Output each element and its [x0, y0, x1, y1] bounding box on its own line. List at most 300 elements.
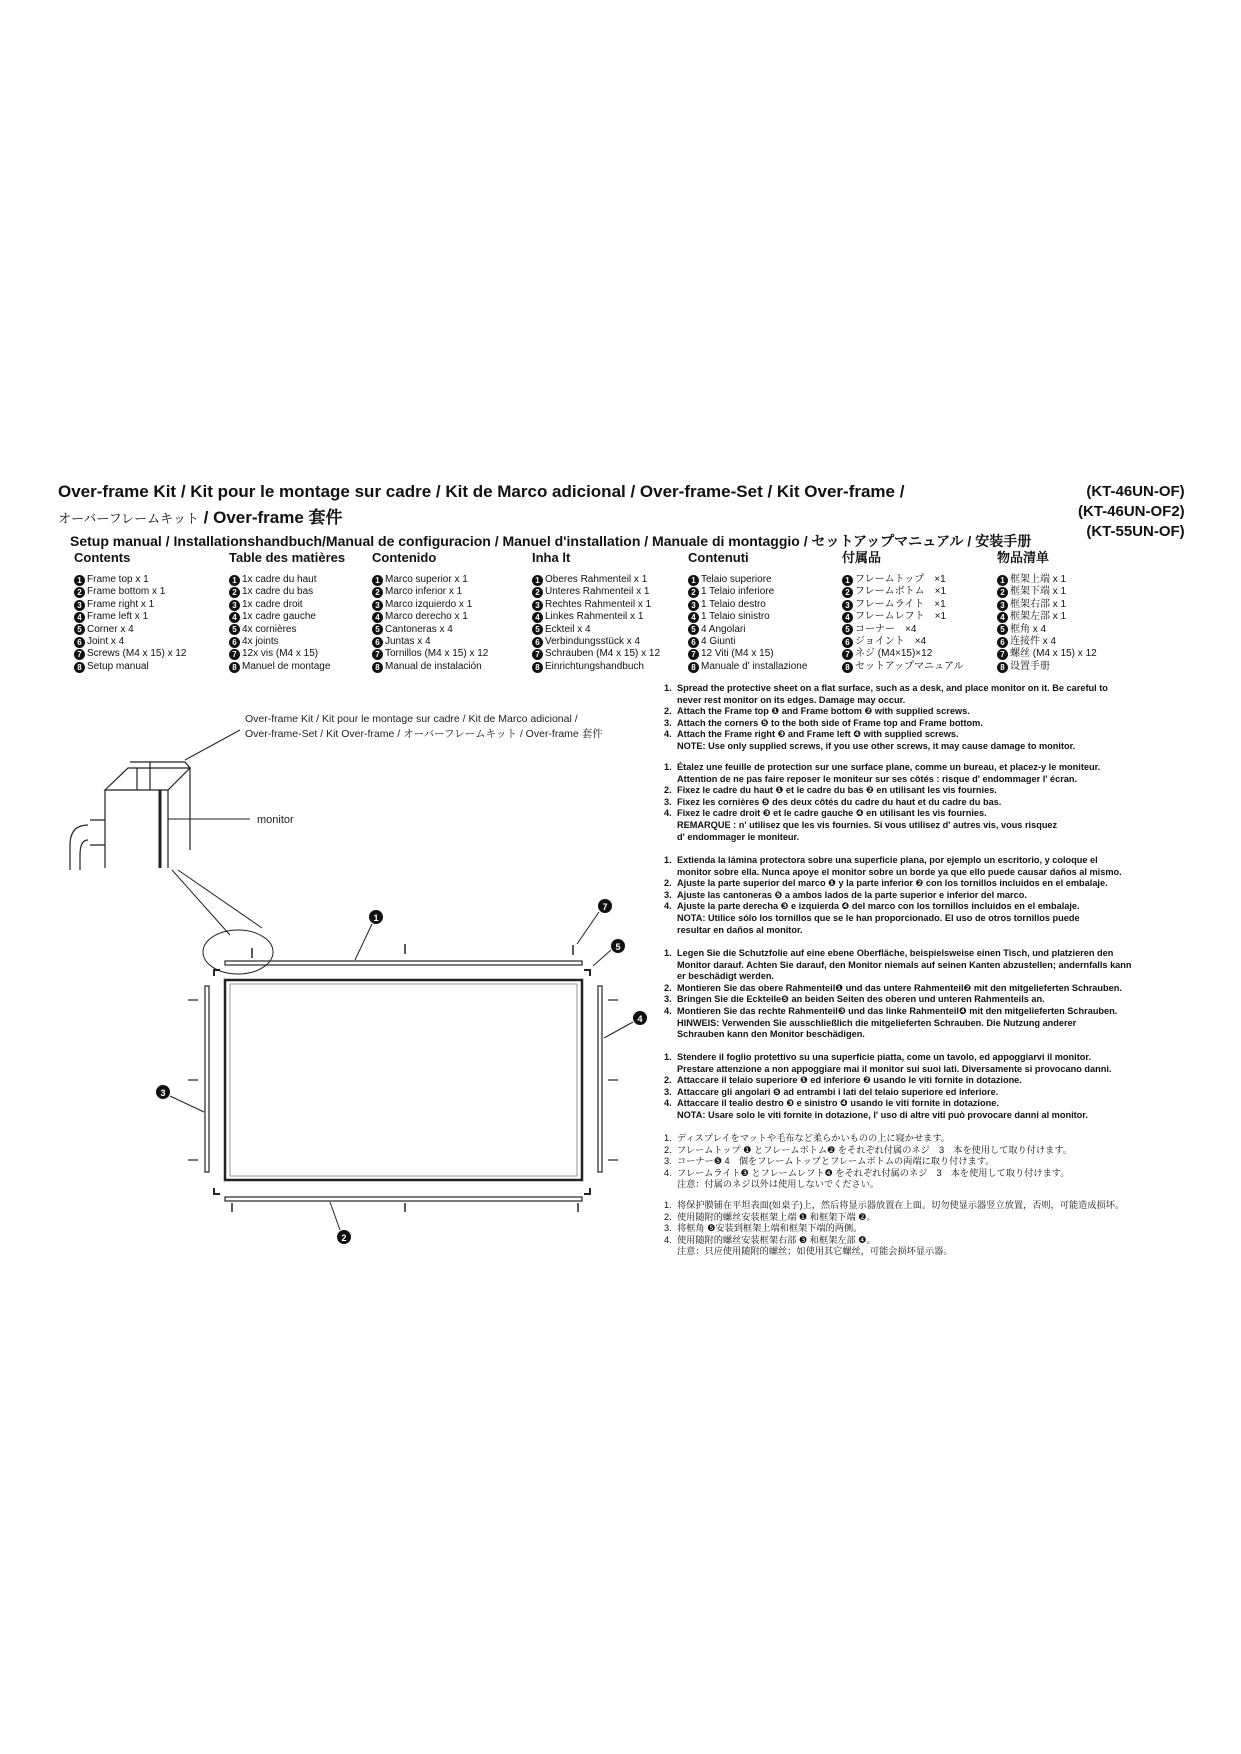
step-number: 4. [664, 1234, 672, 1245]
step-number: 2. [664, 785, 672, 796]
instruction-line [664, 890, 1204, 902]
step-number: 1. [664, 1200, 672, 1210]
item-number-icon: 2 [229, 587, 240, 598]
corners [214, 970, 590, 1194]
contents-item [74, 599, 186, 611]
title-product: / Over-frame 套件 [198, 508, 343, 527]
contents-item [532, 586, 660, 598]
step-number: 3. [664, 889, 672, 900]
monitor-panel [225, 980, 582, 1180]
instruction-text: Attaccare il telaio superiore ❶ ed inferiore ❷ usando le viti fornite in dotazione. [677, 1075, 1022, 1086]
item-number-icon: 6 [842, 637, 853, 648]
instruction-text: Legen Sie die Schutzfolie auf eine ebene Oberfläche, beispielsweise einen Tisch, und platzieren den [677, 948, 1114, 958]
item-number-icon: 2 [532, 587, 543, 598]
item-number-icon: 8 [688, 662, 699, 673]
svg-text:7: 7 [602, 902, 608, 912]
instruction-text: NOTA: Usare solo le viti fornite in dotazione, l' uso di altre viti può provocare danni al monitor. [677, 1109, 1088, 1120]
contents-item [688, 611, 807, 623]
step-number: 3. [664, 796, 672, 807]
instruction-text: Attaccare gli angolari ❺ ad entrambi i lati del telaio superiore ed inferiore. [677, 1086, 999, 1097]
instruction-line [664, 960, 1204, 972]
instruction-line [664, 1075, 1204, 1087]
item-number-icon: 5 [688, 624, 699, 635]
contents-item [842, 636, 964, 648]
contents-item-label: 1x cadre droit [242, 598, 303, 610]
item-number-icon: 1 [74, 575, 85, 586]
step-number: 4. [664, 901, 672, 912]
item-number-icon: 5 [74, 624, 85, 635]
contents-item [842, 661, 964, 673]
instruction-line [664, 855, 1204, 867]
item-number-icon: 5 [997, 624, 1008, 635]
instruction-text: NOTE: Use only supplied screws, if you use other screws, it may cause damage to monitor. [677, 740, 1076, 751]
instruction-line [664, 741, 1204, 753]
step-number: 2. [664, 878, 672, 889]
contents-item [997, 648, 1097, 660]
instruction-line [664, 913, 1204, 925]
contents-item [372, 624, 488, 636]
contents-item [229, 574, 345, 586]
contents-item-label: Linkes Rahmenteil x 1 [545, 611, 644, 623]
contents-item [229, 611, 345, 623]
instruction-line [664, 983, 1204, 995]
step-number: 2. [664, 706, 672, 717]
label-3 [156, 1085, 204, 1112]
contents-item-label: 12x vis (M4 x 15) [242, 648, 319, 660]
model-1: (KT-46UN-OF) [1086, 483, 1185, 500]
instruction-line [664, 820, 1204, 832]
item-number-icon: 4 [688, 612, 699, 623]
contents-item-label: Oberes Rahmenteil x 1 [545, 574, 648, 585]
contents-item-label: Rechtes Rahmenteil x 1 [545, 598, 652, 610]
contents-item [74, 611, 186, 623]
instruction-text: Schrauben kann den Monitor beschädigen. [677, 1029, 865, 1040]
contents-item-label: Einrichtungshandbuch [545, 660, 644, 672]
frame-top [225, 944, 582, 965]
step-number: 4. [664, 808, 672, 819]
instructions-it [664, 1052, 1204, 1122]
contents-item [229, 648, 345, 660]
label-1 [355, 910, 383, 960]
instruction-line [664, 1145, 1204, 1157]
contents-heading: Contents [74, 550, 131, 565]
contents-item-label: Joint x 4 [87, 636, 125, 648]
contents-item [372, 574, 488, 586]
item-number-icon: 4 [74, 612, 85, 623]
contents-item [229, 599, 345, 611]
contents-column-en [74, 552, 186, 673]
step-number: 1. [664, 1133, 672, 1143]
contents-item [74, 586, 186, 598]
item-number-icon: 2 [74, 587, 85, 598]
item-number-icon: 4 [229, 612, 240, 623]
item-number-icon: 6 [74, 637, 85, 648]
instruction-text: Attention de ne pas faire reposer le moniteur sur ses côtés : risque d' endommager l' écran. [677, 773, 1078, 784]
item-number-icon: 2 [372, 587, 383, 598]
instruction-line [664, 1179, 1204, 1191]
instruction-text: Extienda la lámina protectora sobre una superficie plana, por ejemplo un escritorio, y coloque el [677, 855, 1098, 865]
item-number-icon: 3 [532, 600, 543, 611]
item-number-icon: 6 [688, 637, 699, 648]
contents-item [532, 636, 660, 648]
item-number-icon: 8 [372, 662, 383, 673]
item-number-icon: 4 [997, 612, 1008, 623]
contents-item [688, 624, 807, 636]
contents-item [74, 574, 186, 586]
step-number: 3. [664, 994, 672, 1005]
instruction-text: 使用随附的螺丝安装框架右部 ❸ 和框架左部 ❹。 [677, 1234, 876, 1245]
contents-item-label: Frame right x 1 [87, 598, 155, 610]
contents-item-label: Setup manual [87, 660, 149, 672]
contents-item-label: 4 Giunti [701, 636, 736, 648]
instruction-text: Fixez les cornières ❺ des deux côtés du cadre du haut et du cadre du bas. [677, 796, 1002, 807]
item-number-icon: 1 [842, 575, 853, 586]
item-number-icon: 8 [229, 662, 240, 673]
contents-item [372, 599, 488, 611]
contents-item-label: 12 Viti (M4 x 15) [701, 648, 774, 660]
label-5 [593, 939, 625, 966]
item-number-icon: 7 [688, 649, 699, 660]
step-number: 3. [664, 1086, 672, 1097]
instruction-text: フレームライト❸ とフレームレフト❹ をそれぞれ付属のネジ 3 本を使用して取り付けます。 [677, 1167, 1070, 1178]
contents-item-label: Juntas x 4 [385, 636, 431, 648]
contents-item-label: Manuale d' installazione [701, 660, 808, 672]
contents-item [688, 599, 807, 611]
contents-item [997, 599, 1097, 611]
instruction-line [664, 994, 1204, 1006]
instruction-line [664, 1052, 1204, 1064]
contents-item-label: 连接件 x 4 [1010, 636, 1057, 648]
instruction-line [664, 1087, 1204, 1099]
contents-item-label: フレームレフト ×1 [855, 611, 947, 623]
item-number-icon: 6 [997, 637, 1008, 648]
instruction-text: Attaccare il tealio destro ❸ e sinistro ❹ usando le viti fornite in dotazione. [677, 1098, 999, 1109]
instruction-text: Stendere il foglio protettivo su una superficie piatta, come un tavolo, ed appoggiarvi il monitor. [677, 1052, 1092, 1062]
contents-item-label: Telaio superiore [701, 574, 772, 585]
item-number-icon: 8 [532, 662, 543, 673]
item-number-icon: 8 [842, 662, 853, 673]
contents-item [74, 636, 186, 648]
contents-item-label: 1 Telaio destro [701, 598, 766, 610]
contents-item [688, 586, 807, 598]
contents-item-label: 1 Telaio sinistro [701, 611, 770, 623]
item-number-icon: 7 [532, 649, 543, 660]
frame-left [188, 986, 209, 1172]
contents-column-de [532, 552, 660, 673]
step-number: 1. [664, 1052, 672, 1062]
contents-item-label: 1x cadre gauche [242, 611, 316, 623]
instruction-line [664, 867, 1204, 879]
instruction-line [664, 797, 1204, 809]
instruction-text: REMARQUE : n' utilisez que les vis fournies. Si vous utilisez d' autres vis, vous risquez [677, 819, 1058, 830]
contents-item [997, 661, 1097, 673]
instruction-line [664, 695, 1204, 707]
contents-item [842, 624, 964, 636]
contents-item-label: Unteres Rahmenteil x 1 [545, 586, 650, 598]
contents-item [842, 611, 964, 623]
contents-item [372, 611, 488, 623]
item-number-icon: 4 [372, 612, 383, 623]
contents-item-label: Corner x 4 [87, 623, 134, 635]
step-number: 1. [664, 855, 672, 865]
instructions-ja [664, 1133, 1204, 1191]
instruction-line [664, 925, 1204, 937]
step-number: 4. [664, 1167, 672, 1178]
item-number-icon: 3 [842, 600, 853, 611]
title-line-1: Over-frame Kit / Kit pour le montage sur cadre / Kit de Marco adicional / Over-frame-Set / Kit Over-frame / [58, 482, 905, 501]
subtitle: Setup manual / Installationshandbuch/Manual de configuracion / Manuel d'installation / Manuale di montaggio / セットアップマニュアル / 安装手册 [70, 533, 1032, 549]
model-list [1078, 482, 1185, 542]
item-number-icon: 5 [842, 624, 853, 635]
contents-item [688, 636, 807, 648]
contents-column-fr [229, 552, 345, 673]
contents-heading: 付属品 [842, 550, 882, 565]
contents-item-label: フレームライト ×1 [855, 598, 946, 610]
instruction-text: フレームトップ ❶ とフレームボトム❷ をそれぞれ付属のネジ 3 本を使用して取り付けます。 [677, 1144, 1072, 1155]
instruction-text: Montieren Sie das obere Rahmenteil❶ und das untere Rahmenteil❷ mit den mitgelieferten Schrauben. [677, 982, 1122, 993]
contents-item [532, 661, 660, 673]
item-number-icon: 2 [688, 587, 699, 598]
item-number-icon: 7 [997, 649, 1008, 660]
item-number-icon: 3 [372, 600, 383, 611]
contents-item-label: 1x cadre du bas [242, 586, 314, 598]
contents-item-label: 设置手册 [1010, 660, 1050, 672]
contents-item [997, 574, 1097, 586]
contents-item [372, 661, 488, 673]
contents-item [842, 586, 964, 598]
instruction-line [664, 1212, 1204, 1224]
step-number: 4. [664, 729, 672, 740]
contents-item-label: ジョイント ×4 [855, 636, 927, 648]
instruction-line [664, 948, 1204, 960]
instruction-text: Fixez le cadre droit ❸ et le cadre gauche ❹ en utilisant les vis fournies. [677, 808, 987, 819]
instruction-text: 注意：只应使用随附的螺丝；如使用其它螺丝，可能会损坏显示器。 [677, 1246, 953, 1257]
step-number: 3. [664, 1156, 672, 1167]
svg-text:2: 2 [341, 1233, 347, 1243]
contents-item [229, 636, 345, 648]
instruction-line [664, 683, 1204, 695]
contents-item-label: Cantoneras x 4 [385, 623, 453, 635]
label-7 [577, 899, 612, 944]
contents-item [842, 648, 964, 660]
label-4 [604, 1011, 647, 1038]
instruction-line [664, 718, 1204, 730]
contents-item [372, 648, 488, 660]
instruction-text: Attach the Frame right ❸ and Frame left ❹ with supplied screws. [677, 729, 959, 740]
step-number: 4. [664, 1098, 672, 1109]
step-number: 2. [664, 1211, 672, 1222]
svg-text:1: 1 [373, 913, 379, 923]
instruction-text: ディスプレイをマットや毛布など柔らかいものの上に寝かせます。 [677, 1133, 950, 1143]
instruction-text: Spread the protective sheet on a flat surface, such as a desk, and place monitor on it. Be careful to [677, 683, 1108, 693]
instruction-line [664, 1018, 1204, 1030]
contents-item-label: Frame left x 1 [87, 611, 149, 623]
contents-item [532, 624, 660, 636]
step-number: 1. [664, 683, 672, 693]
item-number-icon: 3 [688, 600, 699, 611]
contents-item-label: Marco inferior x 1 [385, 586, 463, 598]
contents-column-it [688, 552, 807, 673]
item-number-icon: 6 [532, 637, 543, 648]
instruction-text: Prestare attenzione a non appoggiare mai il monitor sui suoi lati. Diversamente si provocano danni. [677, 1063, 1112, 1074]
contents-item-label: 4x joints [242, 636, 279, 648]
contents-heading: Contenido [372, 550, 437, 565]
contents-heading: 物品清单 [997, 550, 1050, 565]
item-number-icon: 3 [74, 600, 85, 611]
instruction-text: Montieren Sie das rechte Rahmenteil❸ und das linke Rahmenteil❹ mit den mitgelieferten Schrauben. [677, 1005, 1118, 1016]
zoom-circle [203, 930, 273, 974]
item-number-icon: 7 [842, 649, 853, 660]
item-number-icon: 1 [997, 575, 1008, 586]
contents-item-label: 4x cornières [242, 623, 297, 635]
item-number-icon: 7 [229, 649, 240, 660]
svg-text:5: 5 [615, 942, 621, 952]
instruction-line [664, 1064, 1204, 1076]
instruction-text: never rest monitor on its edges. Damage may occur. [677, 694, 906, 705]
instruction-line [664, 1200, 1204, 1212]
contents-item-label: 框架左部 x 1 [1010, 611, 1067, 623]
item-number-icon: 7 [74, 649, 85, 660]
instruction-line [664, 785, 1204, 797]
instruction-line [664, 1029, 1204, 1041]
contents-item [229, 661, 345, 673]
instruction-text: 使用随附的螺丝安装框架上端 ❶ 和框架下端 ❷。 [677, 1211, 876, 1222]
item-number-icon: 6 [372, 637, 383, 648]
instruction-text: 将保护膜铺在平坦表面(如桌子)上，然后将显示器放置在上面。切勿使显示器竖立放置，否则，可能造成损坏。 [677, 1200, 1125, 1210]
contents-item-label: Frame top x 1 [87, 574, 149, 585]
item-number-icon: 1 [229, 575, 240, 586]
item-number-icon: 7 [372, 649, 383, 660]
contents-column-zh [997, 552, 1097, 673]
frame-bottom [225, 1197, 582, 1212]
contents-item [229, 586, 345, 598]
item-number-icon: 8 [74, 662, 85, 673]
contents-column-es [372, 552, 488, 673]
instruction-line [664, 832, 1204, 844]
instruction-text: Ajuste la parte superior del marco ❶ y la parte inferior ❷ con los tornillos incluidos en el embalaje. [677, 878, 1108, 889]
contents-item-label: フレームボトム ×1 [855, 586, 947, 598]
instruction-line [664, 1235, 1204, 1247]
item-number-icon: 3 [229, 600, 240, 611]
instruction-text: d' endommager le moniteur. [677, 831, 800, 842]
item-number-icon: 4 [532, 612, 543, 623]
instruction-line [664, 878, 1204, 890]
instruction-line [664, 1133, 1204, 1145]
step-number: 3. [664, 1223, 672, 1234]
contents-item [532, 611, 660, 623]
step-number: 4. [664, 1005, 672, 1016]
instruction-line [664, 774, 1204, 786]
contents-item [997, 636, 1097, 648]
callout-monitor: monitor [257, 814, 294, 826]
model-2: (KT-46UN-OF2) [1078, 503, 1185, 520]
item-number-icon: 2 [997, 587, 1008, 598]
instruction-text: Attach the corners ❺ to the both side of Frame top and Frame bottom. [677, 717, 983, 728]
contents-item [688, 648, 807, 660]
monitor-corner-detail [70, 762, 190, 870]
contents-item-label: コーナー ×4 [855, 623, 917, 635]
contents-item-label: Eckteil x 4 [545, 623, 591, 635]
instruction-line [664, 1156, 1204, 1168]
instructions-de [664, 948, 1204, 1041]
instruction-text: HINWEIS: Verwenden Sie ausschließlich die mitgelieferten Schrauben. Die Nutzung anderer [677, 1017, 1077, 1028]
item-number-icon: 5 [372, 624, 383, 635]
contents-item [532, 599, 660, 611]
instruction-text: Ajuste las cantoneras ❺ a ambos lados de la parte superior e inferior del marco. [677, 889, 1027, 900]
contents-item [688, 661, 807, 673]
instruction-line [664, 1098, 1204, 1110]
contents-item [74, 648, 186, 660]
instruction-line [664, 1006, 1204, 1018]
contents-item-label: Marco izquierdo x 1 [385, 598, 473, 610]
contents-item [532, 574, 660, 586]
instruction-text: コーナー❺ 4 個をフレームトップとフレームボトムの両端に取り付けます。 [677, 1156, 995, 1167]
instruction-line [664, 1246, 1204, 1258]
contents-heading: Table des matières [229, 550, 346, 565]
instruction-line [664, 1110, 1204, 1122]
contents-item-label: Manual de instalación [385, 660, 482, 672]
contents-item [842, 599, 964, 611]
instruction-text: 将框角 ❺安装到框架上端和框架下端的两侧。 [677, 1223, 863, 1234]
instruction-text: Fixez le cadre du haut ❶ et le cadre du bas ❷ en utilisant les vis fournies. [677, 785, 997, 796]
step-number: 2. [664, 1075, 672, 1086]
contents-item-label: Manuel de montage [242, 660, 331, 672]
contents-item-label: 框角 x 4 [1010, 623, 1047, 635]
contents-item [372, 586, 488, 598]
instruction-text: er beschädigt werden. [677, 971, 775, 982]
contents-item-label: Tornillos (M4 x 15) x 12 [385, 648, 489, 660]
item-number-icon: 1 [688, 575, 699, 586]
contents-item [997, 586, 1097, 598]
contents-heading: Inha lt [532, 550, 571, 565]
contents-column-ja [842, 552, 964, 673]
item-number-icon: 5 [532, 624, 543, 635]
instruction-line [664, 762, 1204, 774]
contents-item [74, 661, 186, 673]
instruction-text: Ajuste la parte derecha ❸ e izquierda ❹ del marco con los tornillos incluidos en el embalaje. [677, 901, 1080, 912]
callout-kit-line1: Over-frame Kit / Kit pour le montage sur cadre / Kit de Marco adicional / [245, 713, 578, 725]
step-number: 3. [664, 717, 672, 728]
step-number: 1. [664, 762, 672, 772]
contents-item [688, 574, 807, 586]
contents-item [842, 574, 964, 586]
instruction-text: Étalez une feuille de protection sur une surface plane, comme un bureau, et placez-y le moniteur. [677, 762, 1101, 772]
callout-kit-line2: Over-frame-Set / Kit Over-frame / オーバーフレームキット / Over-frame 套件 [245, 728, 603, 740]
contents-item-label: 1 Telaio inferiore [701, 586, 775, 598]
label-2 [330, 1202, 351, 1244]
contents-item-label: 螺丝 (M4 x 15) x 12 [1010, 648, 1097, 660]
instruction-text: monitor sobre ella. Nunca apoye el monitor sobre un borde ya que ello puede causar daños al mismo. [677, 866, 1122, 877]
contents-item [74, 624, 186, 636]
contents-item-label: Frame bottom x 1 [87, 586, 166, 598]
instruction-text: Bringen Sie die Eckteile❺ an beiden Seiten des oberen und unteren Rahmenteils an. [677, 994, 1045, 1005]
contents-item-label: セットアップマニュアル [855, 660, 964, 672]
step-number: 2. [664, 1144, 672, 1155]
contents-item-label: 4 Angolari [701, 623, 746, 635]
instruction-line [664, 729, 1204, 741]
item-number-icon: 8 [997, 662, 1008, 673]
contents-heading: Contenuti [688, 550, 749, 565]
item-number-icon: 1 [372, 575, 383, 586]
instructions-zh [664, 1200, 1204, 1258]
instruction-text: Monitor darauf. Achten Sie darauf, den Monitor niemals auf seinen Kanten abzustellen; andernfalls kann [677, 959, 1132, 970]
contents-item-label: Verbindungsstück x 4 [545, 636, 641, 648]
contents-item-label: 框架下端 x 1 [1010, 586, 1067, 598]
contents-item-label: 1x cadre du haut [242, 574, 317, 585]
contents-item [997, 624, 1097, 636]
instruction-text: NOTA: Utilice sólo los tornillos que se le han proporcionado. El uso de otros tornillos puede [677, 912, 1080, 923]
contents-item-label: ネジ (M4×15)×12 [855, 648, 933, 660]
